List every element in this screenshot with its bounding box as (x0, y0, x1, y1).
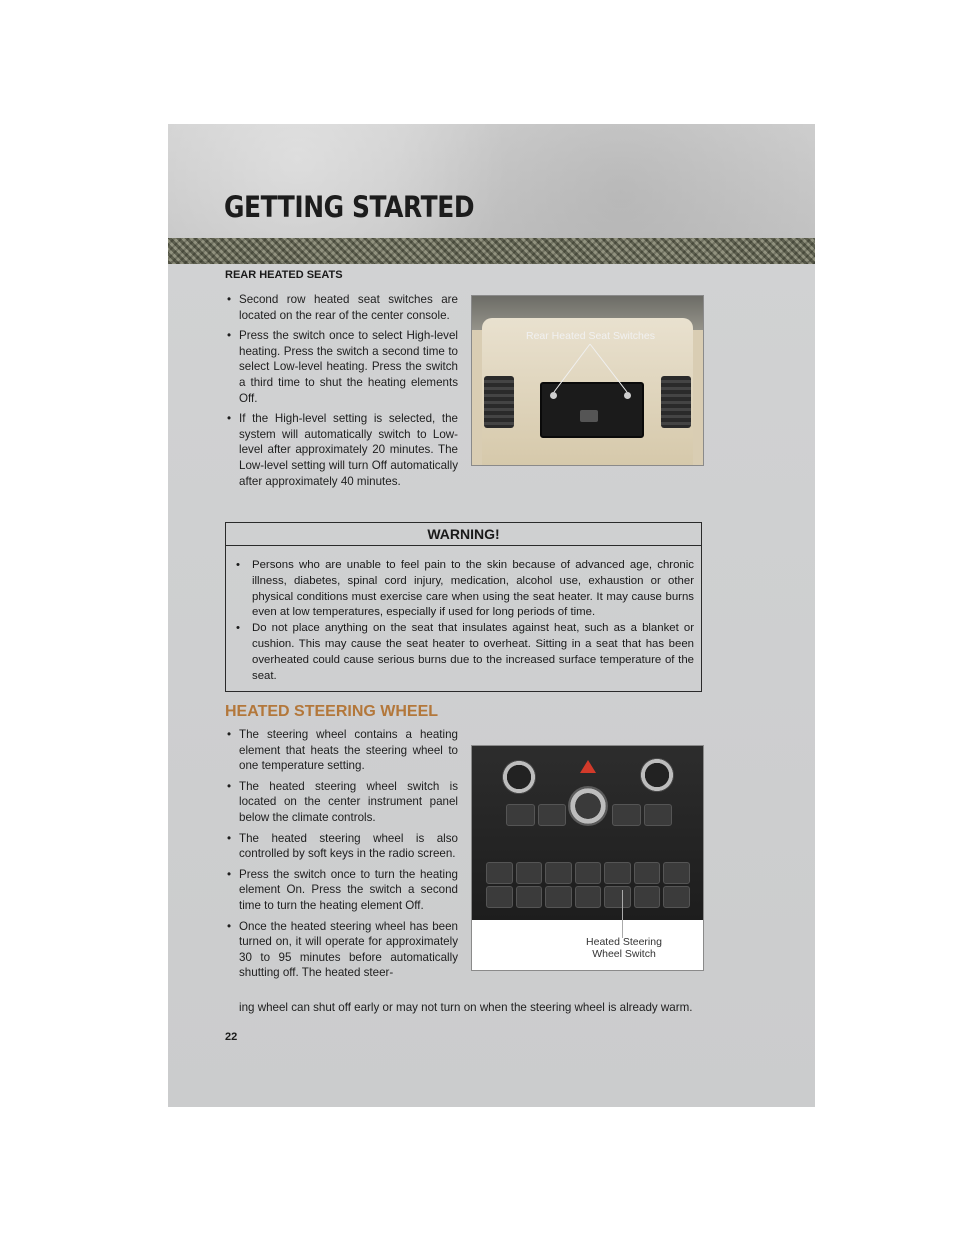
list-item: • The steering wheel contains a heating element that heats the steering wheel to one temperature setting. (225, 727, 458, 774)
callout-line (622, 890, 623, 938)
rear-heated-seats-heading: REAR HEATED SEATS (225, 269, 343, 281)
camo-divider (168, 238, 815, 264)
heated-steering-wheel-heading: HEATED STEERING WHEEL (225, 703, 439, 720)
warning-box (225, 522, 702, 692)
rear-seat-switches-photo (471, 295, 704, 466)
list-item: • Press the switch once to select High-level heating. Press the switch a second time to select Low-level heating. Press the switch a third time to shut the heating elements Off. (225, 328, 458, 406)
callout-lines (472, 296, 703, 465)
page-number: 22 (225, 1031, 238, 1043)
climate-buttons-right (612, 804, 672, 826)
climate-buttons-left (506, 804, 566, 826)
hazard-icon (580, 760, 596, 773)
tune-knob-icon (640, 758, 674, 792)
center-console-photo (471, 745, 704, 971)
list-item: • The heated steering wheel switch is located on the center instrument panel below the climate controls. (225, 779, 458, 826)
warning-title: WARNING! (226, 523, 701, 546)
photo-caption: Heated Steering Wheel Switch (586, 936, 662, 960)
console-panel (472, 746, 703, 920)
heated-steering-wheel-list (225, 727, 458, 981)
warning-list (226, 546, 701, 684)
fan-dial-icon (568, 786, 608, 826)
list-item: • Do not place anything on the seat that insulates against heat, such as a blanket or cushion. This may cause the seat heater to overheat. Sitting in a seat that has been overheated could cause serious burns due to the increased surface temperature of the seat. (236, 621, 694, 684)
photo-caption: Rear Heated Seat Switches (526, 330, 655, 342)
list-item: • Press the switch once to turn the heating element On. Press the switch a second time to turn the heating element Off. (225, 867, 458, 914)
switch-row-lower (486, 886, 690, 908)
page-title: GETTING STARTED (224, 190, 475, 224)
header-band (168, 124, 815, 238)
list-item: • The heated steering wheel is also controlled by soft keys in the radio screen. (225, 831, 458, 862)
list-item: • Once the heated steering wheel has been turned on, it will operate for approximately 30 to 95 minutes before automatically shutting off. The heated steer- (225, 919, 458, 981)
continuation-text: ing wheel can shut off early or may not turn on when the steering wheel is already warm. (239, 1001, 693, 1014)
list-item: • Second row heated seat switches are located on the rear of the center console. (225, 292, 458, 323)
manual-page (168, 124, 815, 1107)
list-item: • Persons who are unable to feel pain to the skin because of advanced age, chronic illness, diabetes, spinal cord injury, medication, alcohol use, exhaustion or other physical conditions must exercise care when using the seat heater. It may cause burns even at low temperatures, especially if used for long periods of time. (236, 558, 694, 621)
rear-heated-seats-list (225, 292, 458, 489)
switch-row-upper (486, 862, 690, 884)
volume-knob-icon (502, 760, 536, 794)
list-item: • If the High-level setting is selected, the system will automatically switch to Low-level after approximately 20 minutes. The Low-level setting will turn Off automatically after approximately 40 minutes. (225, 411, 458, 489)
